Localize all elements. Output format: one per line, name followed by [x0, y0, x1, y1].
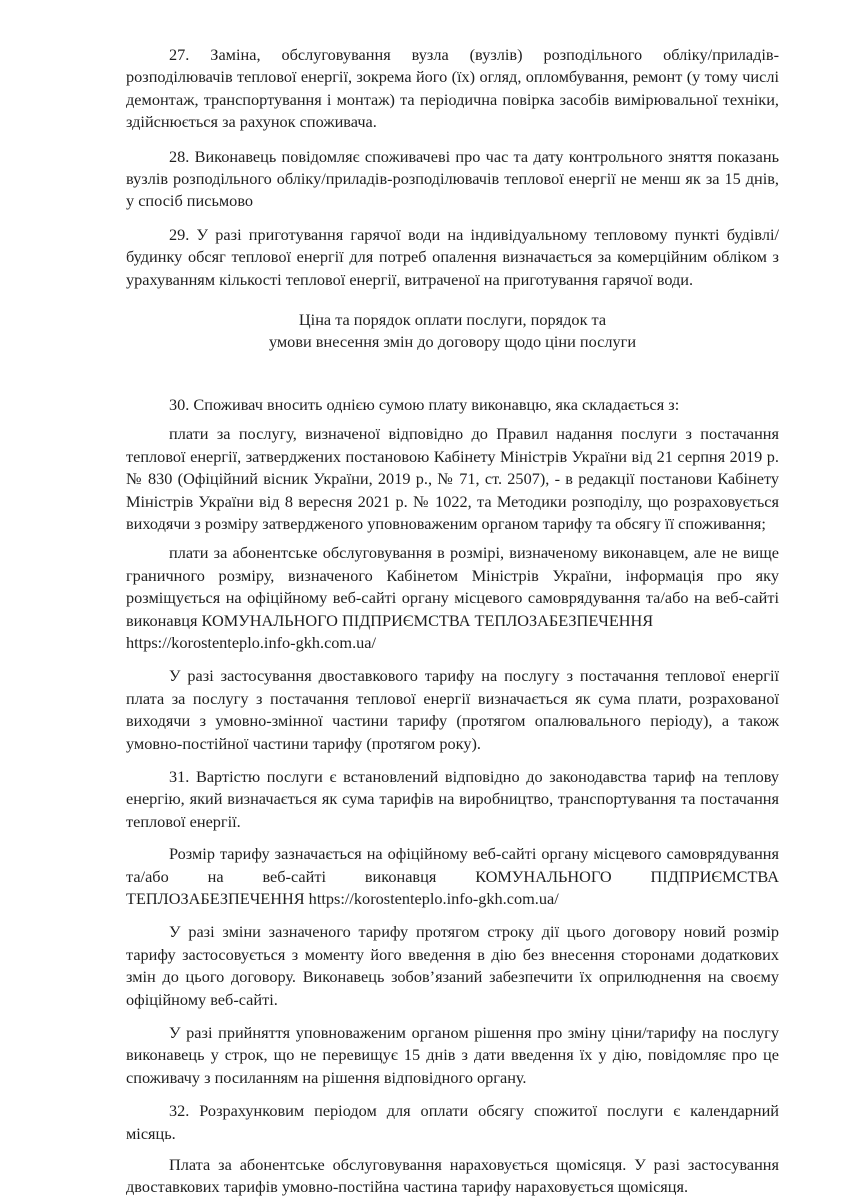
provider-website-link: https://korostenteplo.info-gkh.com.ua/ — [126, 632, 377, 652]
clause-27: 27. Заміна, обслуговування вузла (вузлів) розподільного обліку/приладів-розподілювачів теплової енергії, зокрема його (їх) огляд, опломбування, ремонт (у тому числі демонтаж, транспортування і монтаж) та періодична повірка засобів вимірювальної техніки, здійснюється за рахунок споживача. — [126, 45, 779, 132]
clause-31-tariff-change: У разі зміни зазначеного тарифу протягом строку дії цього договору новий розмір тарифу застосовується з моменту його введення в дію без внесення сторонами додаткових змін до цього договору. Виконавець зобов’язаний забезпечити їх оприлюднення на своєму офіційному веб-сайті. — [126, 922, 779, 1009]
clause-32: 32. Розрахунковим періодом для оплати обсягу спожитої послуги є календарний місяць. — [126, 1101, 779, 1143]
section-heading-line-1: Ціна та порядок оплати послуги, порядок та — [298, 310, 607, 330]
clause-31-tariff-publication: Розмір тарифу зазначається на офіційному веб-сайті органу місцевого самоврядування та/або на веб-сайті виконавця КОМУНАЛЬНОГО ПІДПРИЄМСТВА ТЕПЛОЗАБЕЗПЕЧЕННЯ https://korostenteplo.info-gkh.com.ua/ — [126, 844, 779, 908]
subscription-fee-text: плати за абонентське обслуговування в розмірі, визначеному виконавцем, але не вище граничного розміру, визначеного Кабінетом Міністрів України, інформація про яку розміщується на офіційному веб-сайті органу місцевого самоврядування та/або на веб-сайті виконавця КОМУНАЛЬНОГО ПІДПРИЄМСТВА ТЕПЛОЗАБЕЗПЕЧЕННЯ — [126, 543, 779, 630]
clause-30-two-rate-tariff: У разі застосування двоставкового тарифу на послугу з постачання теплової енергії плата за послугу з постачання теплової енергії визначається як сума плати, розрахованої виходячи з умовно-змінної частини тарифу (протягом опалювального періоду), а також умовно-постійної частини тарифу (протягом року). — [126, 666, 779, 753]
clause-30-subscription-fee — [126, 542, 779, 654]
clause-30: 30. Споживач вносить однією сумою плату виконавцю, яка складається з: — [169, 394, 680, 414]
clause-31: 31. Вартістю послуги є встановлений відповідно до законодавства тариф на теплову енергію, який визначається як сума тарифів на виробництво, транспортування та постачання теплової енергії. — [126, 766, 779, 831]
clause-32-subscription-billing: Плата за абонентське обслуговування нараховується щомісяця. У разі застосування двоставкових тарифів умовно-постійна частина тарифу нараховується щомісяця. — [126, 1155, 779, 1197]
clause-29: 29. У разі приготування гарячої води на індивідуальному тепловому пункті будівлі/будинку обсяг теплової енергії для потреб опалення визначається за комерційним обліком з урахуванням кількості теплової енергії, витраченої на приготування гарячої води. — [126, 224, 779, 289]
clause-28: 28. Виконавець повідомляє споживачеві про час та дату контрольного зняття показань вузлів розподільного обліку/приладів-розподілювачів теплової енергії не менш як за 15 днів, у спосіб письмово — [126, 146, 779, 211]
section-heading-line-2: умови внесення змін до договору щодо ціни послуги — [268, 332, 637, 352]
clause-31-price-decision: У разі прийняття уповноваженим органом рішення про зміну ціни/тарифу на послугу виконавець у строк, що не перевищує 15 днів з дати введення їх у дію, повідомляє про це споживачу з посиланням на рішення відповідного органу. — [126, 1023, 779, 1087]
clause-30-service-fee: плати за послугу, визначеної відповідно до Правил надання послуги з постачання теплової енергії, затверджених постановою Кабінету Міністрів України від 21 серпня 2019 р. № 830 (Офіційний вісник України, 2019 р., № 71, ст. 2507), - в редакції постанови Кабінету Міністрів України від 8 вересня 2021 р. № 1022, та Методики розподілу, що розраховується виходячи з розміру затвердженого уповноваженим органом тарифу та обсягу її споживання; — [126, 424, 779, 533]
section-heading — [126, 309, 779, 354]
